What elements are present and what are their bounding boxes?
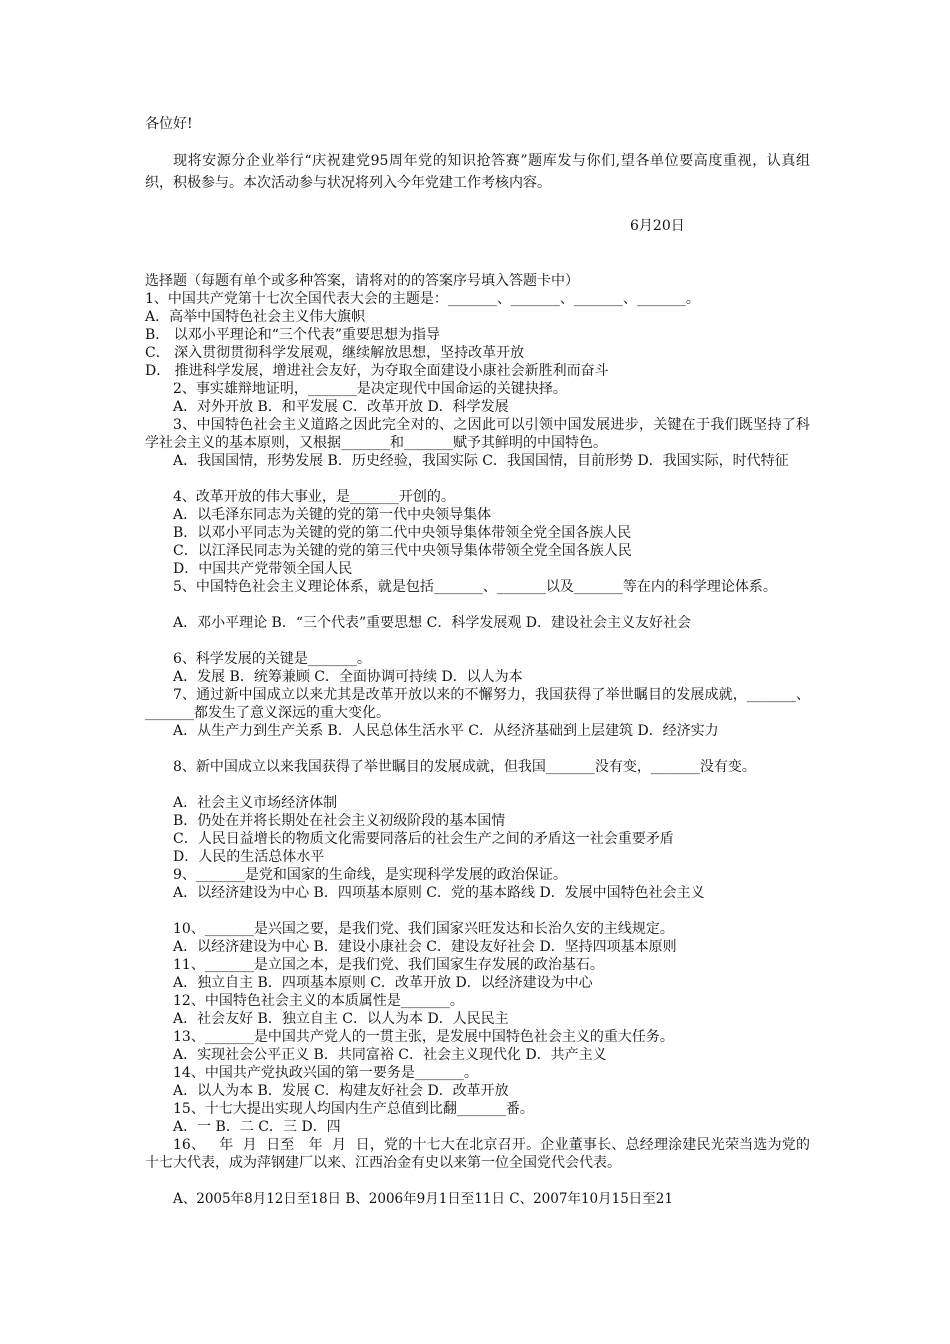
question-1-option-d: D． 推进科学发展，增进社会友好，为夺取全面建设小康社会新胜利而奋斗 (145, 363, 609, 379)
question-4-option-d: D．中国共产党带领全国人民 (173, 561, 353, 577)
question-10-options: A．以经济建设为中心 B．建设小康社会 C．建设友好社会 D．坚持四项基本原则 (173, 939, 677, 955)
question-8-option-a: A．社会主义市场经济体制 (173, 795, 338, 811)
question-13-stem: 13、_______是中国共产党人的一贯主张，是发展中国特色社会主义的重大任务。 (173, 1029, 674, 1045)
question-4-stem: 4、改革开放的伟大事业，是_______开创的。 (173, 489, 455, 505)
question-6-options: A．发展 B．统筹兼顾 C．全面协调可持续 D．以人为本 (173, 669, 523, 685)
question-14-stem: 14、中国共产党执政兴国的第一要务是_______。 (173, 1065, 478, 1081)
question-16-options: A、2005年8月12日至18日 B、2006年9月1日至11日 C、2007年10月15日至21 (173, 1191, 673, 1207)
question-1-option-a: A．高举中国特色社会主义伟大旗帜 (145, 309, 366, 325)
question-4-option-c: C．以江泽民同志为关键的党的第三代中央领导集体带领全党全国各族人民 (173, 543, 632, 559)
question-9-stem: 9、_______是党和国家的生命线，是实现科学发展的政治保证。 (173, 867, 567, 883)
question-8-stem: 8、新中国成立以来我国获得了举世瞩目的发展成就，但我国_______没有变，_______没有变。 (173, 759, 756, 775)
greeting: 各位好! (145, 116, 193, 132)
question-11-stem: 11、_______是立国之本，是我们党、我们国家生存发展的政治基石。 (173, 957, 604, 973)
question-12-stem: 12、中国特色社会主义的本质属性是_______。 (173, 993, 464, 1009)
question-16-stem: 16、 年 月 日至 年 月 日，党的十七大在北京召开。企业董事长、总经理涂建民光荣当选为党的十七大代表，成为萍钢建厂以来、江西冶金有史以来第一位全国党代会代表。 (145, 1137, 810, 1171)
question-8-option-c: C．人民日益增长的物质文化需要同落后的社会生产之间的矛盾这一社会重要矛盾 (173, 831, 674, 847)
question-4-option-a: A．以毛泽东同志为关键的党的第一代中央领导集体 (173, 507, 492, 523)
question-5-options: A．邓小平理论 B．“三个代表”重要思想 C．科学发展观 D．建设社会主义友好社会 (173, 615, 691, 631)
question-3-stem: 3、中国特色社会主义道路之因此完全对的、之因此可以引领中国发展进步，关键在于我们既坚持了科学社会主义的基本原则，又根据_______和_______赋予其鲜明的中国特色。 (145, 417, 810, 451)
question-15-options: A．一 B．二 C．三 D．四 (173, 1119, 341, 1135)
question-11-options: A．独立自主 B．四项基本原则 C．改革开放 D．以经济建设为中心 (173, 975, 593, 991)
question-12-options: A．社会友好 B．独立自主 C．以人为本 D．人民民主 (173, 1011, 509, 1027)
question-7-options: A．从生产力到生产关系 B．人民总体生活水平 C．从经济基础到上层建筑 D．经济实力 (173, 723, 719, 739)
question-13-options: A．实现社会公平正义 B．共同富裕 C．社会主义现代化 D．共产主义 (173, 1047, 607, 1063)
question-9-options: A．以经济建设为中心 B．四项基本原则 C．党的基本路线 D．发展中国特色社会主义 (173, 885, 705, 901)
section-title: 选择题（每题有单个或多种答案，请将对的的答案序号填入答题卡中） (145, 273, 579, 289)
question-4-option-b: B．以邓小平同志为关键的党的第二代中央领导集体带领全党全国各族人民 (173, 525, 632, 541)
question-2-stem: 2、事实雄辩地证明，_______是决定现代中国命运的关键抉择。 (173, 381, 567, 397)
question-10-stem: 10、_______是兴国之要，是我们党、我们国家兴旺发达和长治久安的主线规定。 (173, 921, 674, 937)
intro-paragraph: 现将安源分企业举行“庆祝建党95周年党的知识抢答赛”题库发与你们,望各单位要高度重视，认真组织，积极参与。本次活动参与状况将列入今年党建工作考核内容。 (145, 153, 810, 191)
question-1-option-c: C． 深入贯彻贯彻科学发展观，继续解放思想，坚持改革开放 (145, 345, 525, 361)
question-1-option-b: B． 以邓小平理论和“三个代表”重要思想为指导 (145, 327, 441, 343)
question-7-stem: 7、通过新中国成立以来尤其是改革开放以来的不懈努力，我国获得了举世瞩目的发展成就，_______、_______都发生了意义深远的重大变化。 (145, 687, 810, 721)
date: 6月20日 (630, 218, 685, 234)
question-3-options: A．我国国情，形势发展 B．历史经验，我国实际 C．我国国情，目前形势 D．我国实际，时代特征 (173, 453, 789, 469)
question-15-stem: 15、十七大提出实现人均国内生产总值到比翻_______番。 (173, 1101, 534, 1117)
question-5-stem: 5、中国特色社会主义理论体系，就是包括_______、_______以及_______等在内的科学理论体系。 (173, 579, 777, 595)
question-2-options: A．对外开放 B．和平发展 C．改革开放 D．科学发展 (173, 399, 509, 415)
question-8-option-b: B．仍处在并将长期处在社会主义初级阶段的基本国情 (173, 813, 506, 829)
question-1-stem: 1、中国共产党第十七次全国代表大会的主题是：_______、_______、_______、_______。 (145, 291, 700, 307)
question-14-options: A．以人为本 B．发展 C．构建友好社会 D．改革开放 (173, 1083, 509, 1099)
question-6-stem: 6、科学发展的关键是_______。 (173, 651, 371, 667)
question-8-option-d: D．人民的生活总体水平 (173, 849, 325, 865)
